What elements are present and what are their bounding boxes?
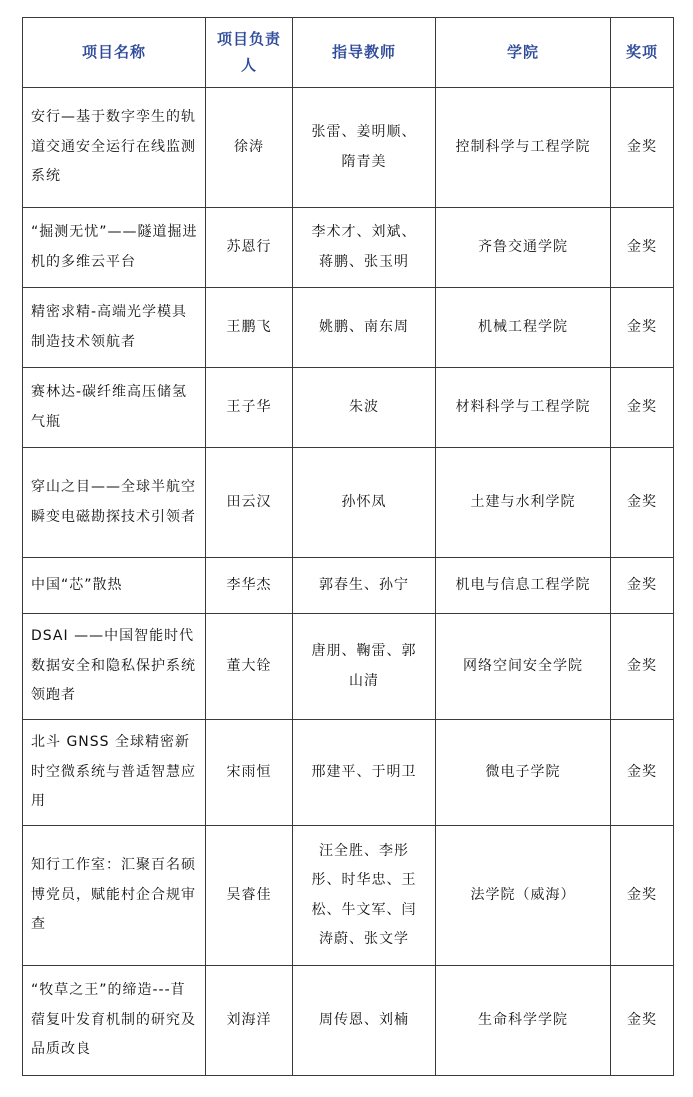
award-cell: 金奖 [611,966,674,1076]
project-leader-cell: 刘海洋 [206,966,293,1076]
header-college: 学院 [436,18,611,88]
table-row [23,720,674,826]
advisor-cell: 张雷、姜明顺、隋青美 [293,88,436,208]
advisor-cell: 郭春生、孙宁 [293,558,436,614]
advisor-cell: 朱波 [293,368,436,448]
project-name-cell: 中国“芯”散热 [23,558,206,614]
college-cell: 网络空间安全学院 [436,614,611,720]
header-project-leader: 项目负责人 [206,18,293,88]
project-name-cell: 穿山之目——全球半航空瞬变电磁勘探技术引领者 [23,448,206,558]
header-award: 奖项 [611,18,674,88]
award-cell: 金奖 [611,720,674,826]
award-cell: 金奖 [611,288,674,368]
table-row [23,448,674,558]
table-row [23,966,674,1076]
award-cell: 金奖 [611,448,674,558]
project-name-cell: 知行工作室：汇聚百名硕博党员，赋能村企合规审查 [23,826,206,966]
project-leader-cell: 田云汉 [206,448,293,558]
table-row [23,368,674,448]
table-row [23,208,674,288]
advisor-cell: 唐朋、鞠雷、郭山清 [293,614,436,720]
advisor-cell: 姚鹏、南东周 [293,288,436,368]
table-row [23,614,674,720]
project-name-cell: 赛林达-碳纤维高压储氢气瓶 [23,368,206,448]
table-row [23,288,674,368]
project-leader-cell: 吴睿佳 [206,826,293,966]
award-cell: 金奖 [611,826,674,966]
project-leader-cell: 宋雨恒 [206,720,293,826]
project-name-cell: 精密求精-高端光学模具制造技术领航者 [23,288,206,368]
award-cell: 金奖 [611,368,674,448]
project-name-cell: 北斗 GNSS 全球精密新时空微系统与普适智慧应用 [23,720,206,826]
awards-table [22,17,674,1076]
award-cell: 金奖 [611,614,674,720]
header-project-name: 项目名称 [23,18,206,88]
college-cell: 机械工程学院 [436,288,611,368]
project-name-cell: DSAI ——中国智能时代数据安全和隐私保护系统领跑者 [23,614,206,720]
college-cell: 土建与水利学院 [436,448,611,558]
award-cell: 金奖 [611,208,674,288]
project-name-cell: “牧草之王”的缔造---苜蓿复叶发育机制的研究及品质改良 [23,966,206,1076]
project-leader-cell: 李华杰 [206,558,293,614]
advisor-cell: 汪全胜、李彤彤、时华忠、王松、牛文军、闫涛蔚、张文学 [293,826,436,966]
table-row [23,826,674,966]
college-cell: 生命科学学院 [436,966,611,1076]
award-cell: 金奖 [611,88,674,208]
project-leader-cell: 董大铨 [206,614,293,720]
project-leader-cell: 王鹏飞 [206,288,293,368]
table-row [23,88,674,208]
project-name-cell: “掘测无忧”——隧道掘进机的多维云平台 [23,208,206,288]
table-row [23,558,674,614]
advisor-cell: 孙怀凤 [293,448,436,558]
header-row [23,18,674,88]
project-leader-cell: 徐涛 [206,88,293,208]
advisor-cell: 周传恩、刘楠 [293,966,436,1076]
award-cell: 金奖 [611,558,674,614]
advisor-cell: 李术才、刘斌、蒋鹏、张玉明 [293,208,436,288]
college-cell: 材料科学与工程学院 [436,368,611,448]
advisor-cell: 邢建平、于明卫 [293,720,436,826]
college-cell: 机电与信息工程学院 [436,558,611,614]
project-leader-cell: 苏恩行 [206,208,293,288]
header-advisor: 指导教师 [293,18,436,88]
college-cell: 法学院（威海） [436,826,611,966]
project-leader-cell: 王子华 [206,368,293,448]
college-cell: 控制科学与工程学院 [436,88,611,208]
college-cell: 微电子学院 [436,720,611,826]
project-name-cell: 安行—基于数字孪生的轨道交通安全运行在线监测系统 [23,88,206,208]
college-cell: 齐鲁交通学院 [436,208,611,288]
